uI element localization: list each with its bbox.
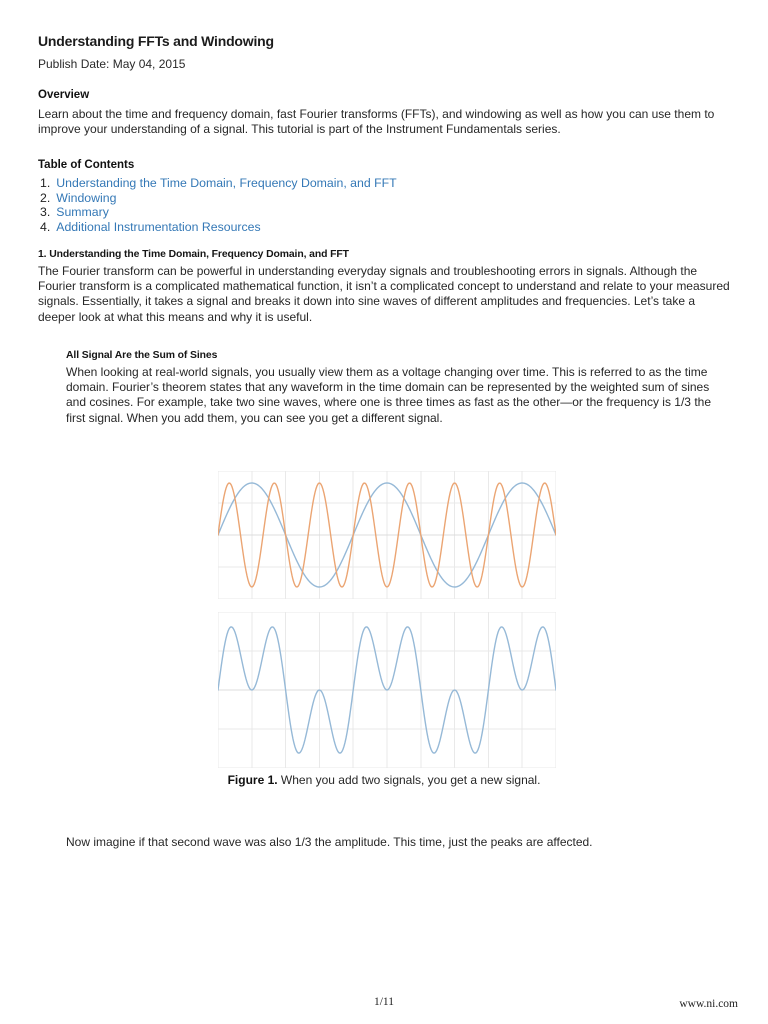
figure1-caption-text: When you add two signals, you get a new signal.: [277, 773, 541, 787]
toc-link-additional-resources[interactable]: Additional Instrumentation Resources: [56, 220, 261, 235]
table-of-contents: [40, 176, 397, 235]
toc-item-number: 3.: [40, 205, 51, 220]
page-title: Understanding FFTs and Windowing: [38, 33, 274, 49]
toc-link-summary[interactable]: Summary: [56, 205, 109, 220]
page-number: 1/11: [373, 996, 395, 1008]
overview-heading: Overview: [38, 89, 90, 101]
toc-item-additional-resources: [40, 220, 397, 235]
toc-item-windowing: [40, 191, 397, 206]
toc-item-summary: [40, 205, 397, 220]
figure1-caption-label: Figure 1.: [227, 773, 278, 787]
toc-item-number: 4.: [40, 220, 51, 235]
section-1-paragraph: The Fourier transform can be powerful in understanding everyday signals and troubleshooting errors in signals. Although the Fourier transform is a complicated mathematical function, it isn’t a complicated concept to understand and relate to your measured signals. Essentially, it takes a signal and breaks it down into sine waves of different amplitudes and frequencies. Let’s take a deeper look at what this means and why it is useful.: [38, 264, 730, 324]
footer-site-url: www.ni.com: [679, 998, 738, 1010]
publish-date: Publish Date: May 04, 2015: [38, 57, 186, 71]
toc-item-number: 1.: [40, 176, 51, 190]
section-1-heading: 1. Understanding the Time Domain, Frequency Domain, and FFT: [38, 249, 349, 260]
figure1-caption: [0, 773, 768, 787]
toc-link-windowing[interactable]: Windowing: [56, 190, 117, 205]
toc-item-time-domain: [40, 176, 397, 191]
toc-item-number: 2.: [40, 190, 51, 205]
figure1-chart-two-sines: [218, 471, 556, 599]
toc-link-time-domain[interactable]: Understanding the Time Domain, Frequency Domain, and FFT: [56, 176, 397, 190]
overview-paragraph: Learn about the time and frequency domain, fast Fourier transforms (FFTs), and windowing as well as how you can use them to improve your understanding of a signal. This tutorial is part of the Instrument Fundamentals series.: [38, 107, 715, 137]
toc-heading: Table of Contents: [38, 159, 135, 171]
sum-of-sines-heading: All Signal Are the Sum of Sines: [66, 350, 218, 361]
figure1-chart-sum-signal: [218, 612, 556, 768]
sum-of-sines-paragraph: When looking at real-world signals, you usually view them as a voltage changing over time. This is referred to as the time domain. Fourier’s theorem states that any waveform in the time domain can be represented by the weighted sum of sines and cosines. For example, take two sine waves, where one is three times as fast as the other—or the frequency is 1/3 the first signal. When you add them, you can see you get a different signal.: [66, 365, 711, 425]
amplitude-note-paragraph: Now imagine if that second wave was also 1/3 the amplitude. This time, just the peaks are affected.: [66, 835, 593, 849]
